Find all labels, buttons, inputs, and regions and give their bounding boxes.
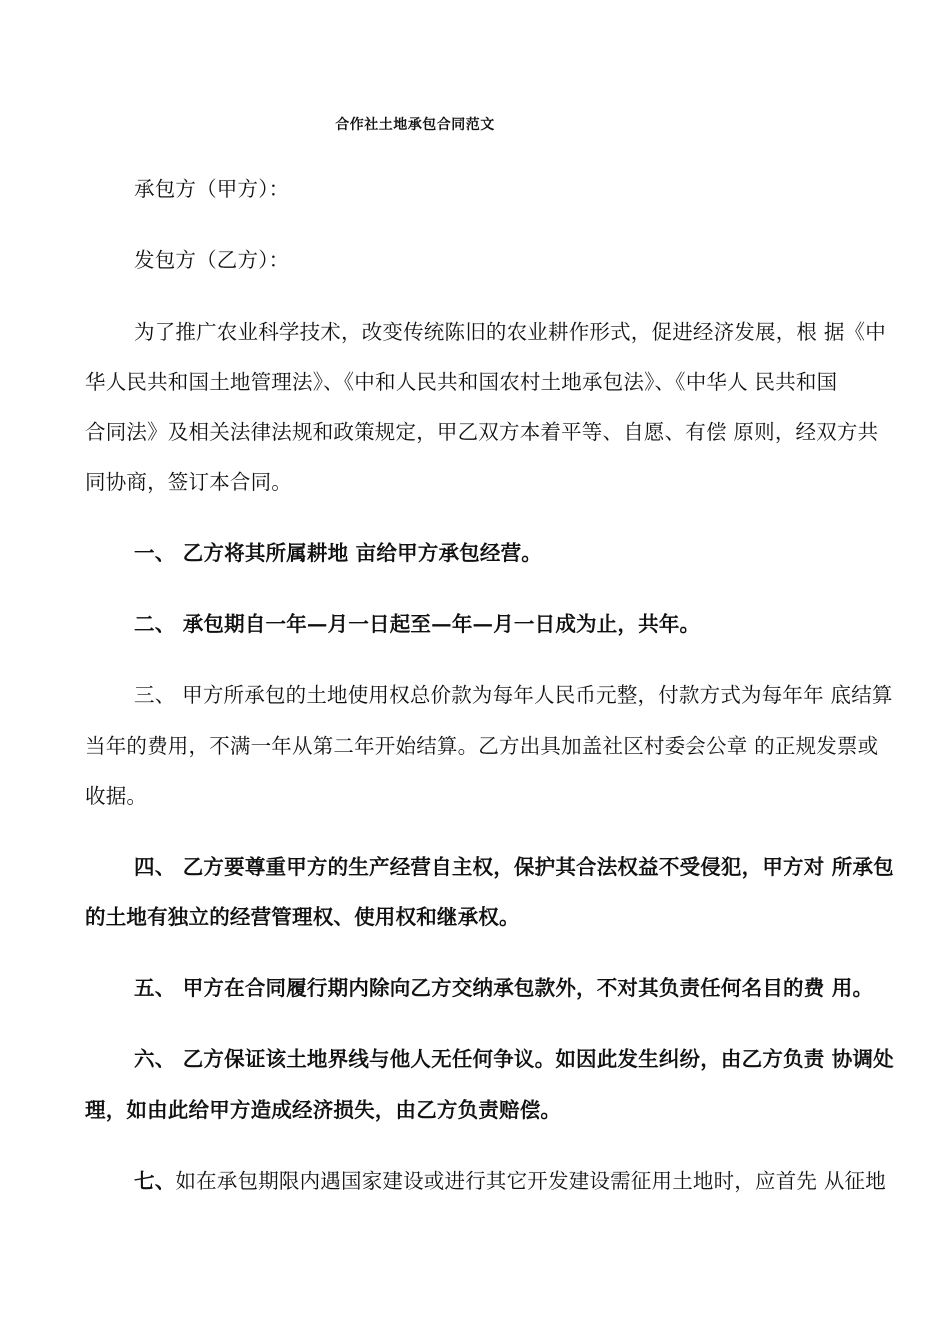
- party-b-line: 发包方（乙方）：: [134, 248, 290, 272]
- clause-6-line-2: 理，如由此给甲方造成经济损失，由乙方负责赔偿。: [85, 1098, 562, 1122]
- intro-line-3: 合同法》及相关法律法规和政策规定，甲乙双方本着平等、自愿、有偿 原则，经双方共: [85, 420, 879, 444]
- clause-3-line-3: 收据。: [85, 784, 148, 808]
- intro-line-1: 为了推广农业科学技术，改变传统陈旧的农业耕作形式，促进经济发展，根 据《中: [134, 320, 886, 344]
- clause-1: 一、 乙方将其所属耕地 亩给甲方承包经营。: [134, 541, 542, 565]
- clause-5: 五、 甲方在合同履行期内除向乙方交纳承包款外，不对其负责任何名目的费 用。: [134, 976, 874, 1000]
- clause-4-line-2: 的土地有独立的经营管理权、使用权和继承权。: [85, 905, 520, 929]
- clause-7-number: 七、: [134, 1169, 176, 1193]
- clause-6-line-1: 六、 乙方保证该土地界线与他人无任何争议。如因此发生纠纷，由乙方负责 协调处: [134, 1047, 894, 1071]
- party-a-line: 承包方（甲方）：: [134, 177, 290, 201]
- clause-4-line-1: 四、 乙方要尊重甲方的生产经营自主权，保护其合法权益不受侵犯，甲方对 所承包: [134, 855, 894, 879]
- intro-line-4: 同协商，签订本合同。: [85, 470, 292, 494]
- clause-7-text: 如在承包期限内遇国家建设或进行其它开发建设需征用土地时，应首先 从征地: [175, 1169, 886, 1193]
- clause-3-line-2: 当年的费用，不满一年从第二年开始结算。乙方出具加盖社区村委会公章 的正规发票或: [85, 734, 879, 758]
- clause-3-line-1: 三、 甲方所承包的土地使用权总价款为每年人民币元整，付款方式为每年年 底结算: [134, 683, 893, 707]
- clause-2: 二、 承包期自一年—月一日起至—年—月一日成为止，共年。: [134, 612, 701, 636]
- clause-7-line-1: [134, 1169, 886, 1193]
- document-title: 合作社土地承包合同范文: [335, 117, 495, 133]
- intro-line-2: 华人民共和国土地管理法》、《中和人民共和国农村土地承包法》、《中华人 民共和国: [85, 370, 838, 394]
